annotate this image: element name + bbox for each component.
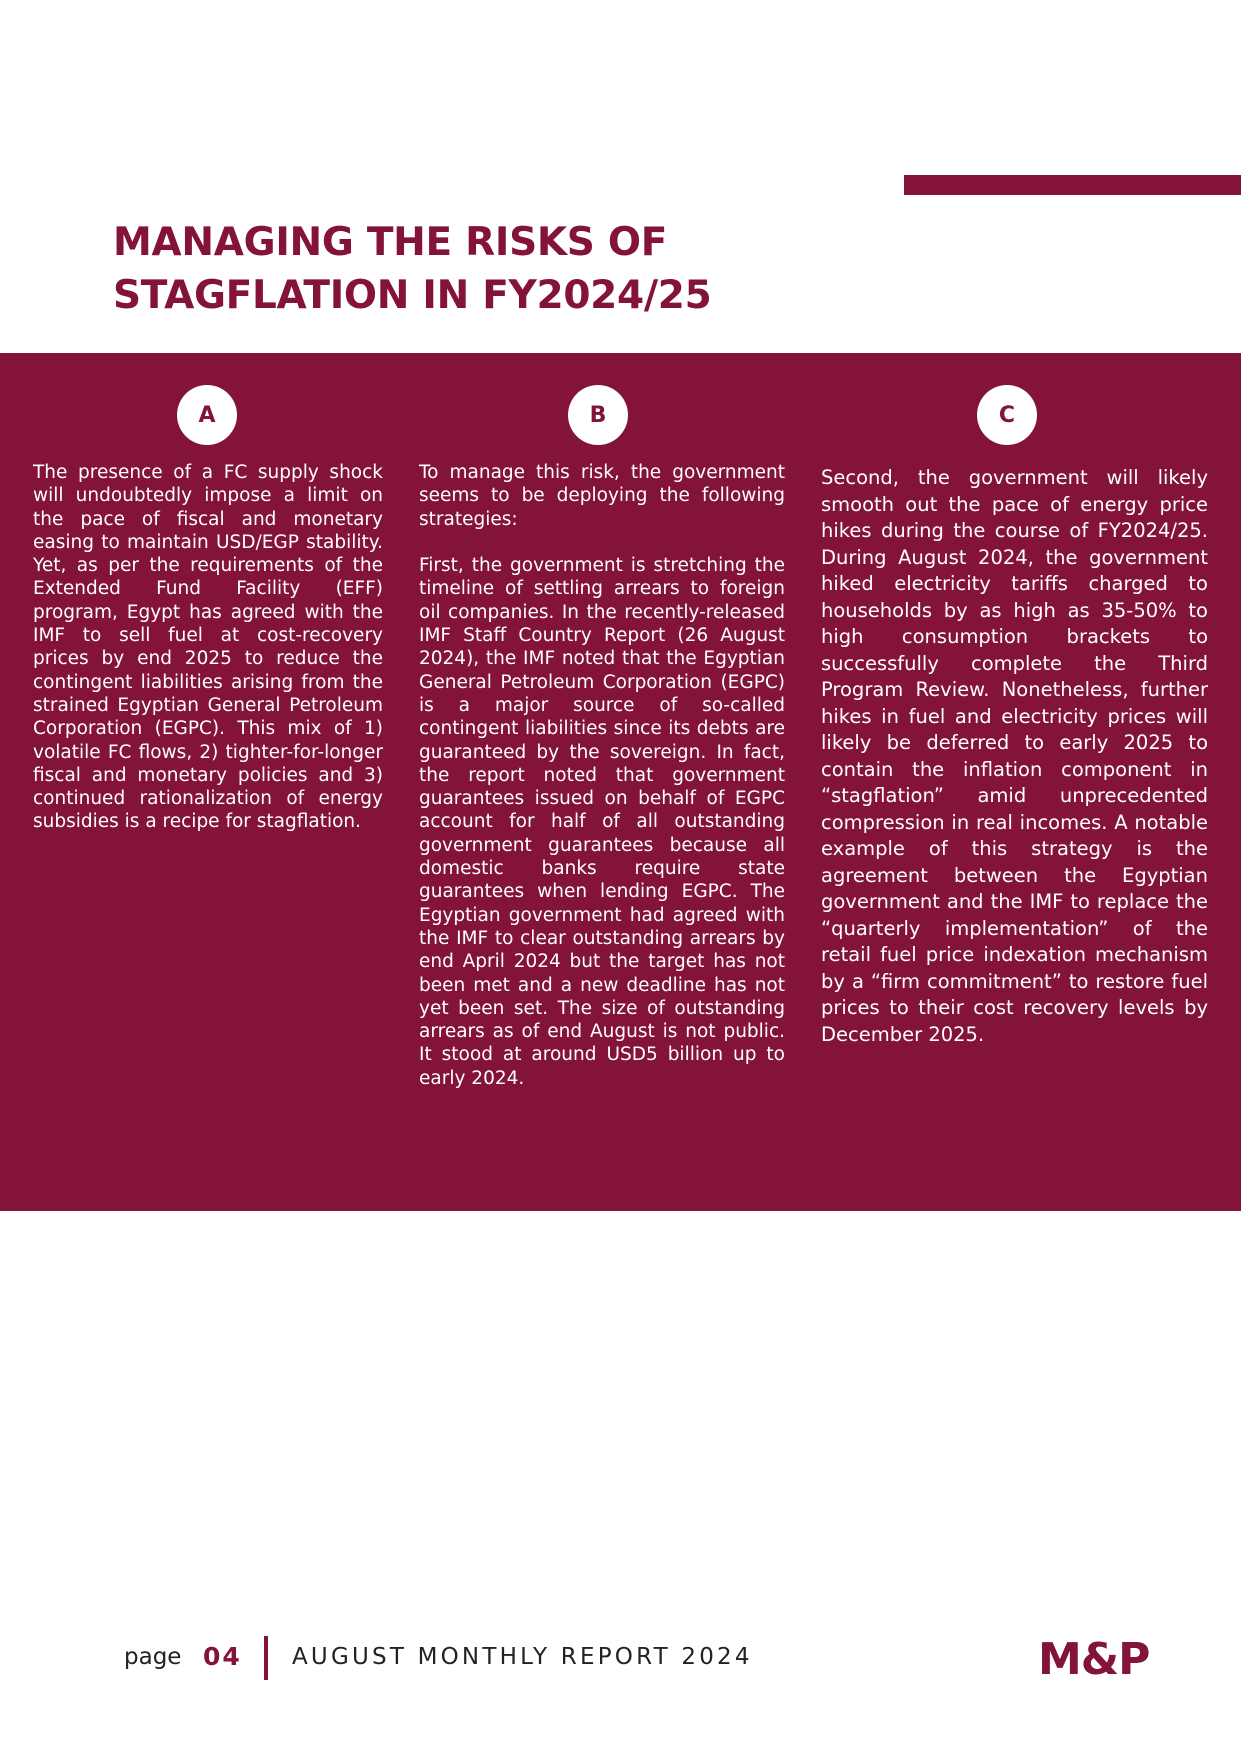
column-b-paragraph-first: First, the government is stretching the timeline of settling arrears to foreign oil companies. In the recently-released IMF Staff Country Report (26 August 2024), the IMF noted that the Egyptian General Petroleum Corporation (EGPC) is a major source of so-called contingent liabilities since its debts are guaranteed by the sovereign. In fact, the report noted that government guarantees issued on behalf of EGPC account for half of all outstanding government guarantees because all domestic banks require state guarantees when lending EGPC. The Egyptian government had agreed with the IMF to clear outstanding arrears by end April 2024 but the target has not been met and a new deadline has not yet been set. The size of outstanding arrears as of end August is not public. It stood at around USD5 billion up to early 2024. bbox=[419, 555, 785, 1089]
column-c-paragraph: Second, the government will likely smooth out the pace of energy price hikes during the course of FY2024/25. During August 2024, the government hiked electricity tariffs charged to households by as high as 35-50% to high consumption brackets to successfully complete the Third Program Review. Nonetheless, further hikes in fuel and electricity prices will likely be deferred to early 2025 to contain the inflation component in “stagflation” amid unprecedented compression in real incomes. A notable example of this strategy is the agreement between the Egyptian government and the IMF to replace the “quarterly implementation” of the retail fuel price indexation mechanism by a “firm commitment” to restore fuel prices to their cost recovery levels by December 2025. bbox=[821, 466, 1208, 1046]
company-logo: M&P bbox=[1038, 1634, 1150, 1685]
page-title-line-1: MANAGING THE RISKS OF bbox=[113, 220, 668, 265]
page-label: page bbox=[124, 1644, 182, 1670]
column-c bbox=[821, 465, 1208, 1048]
footer-divider bbox=[264, 1636, 268, 1680]
page-title-line-2: STAGFLATION IN FY2024/25 bbox=[113, 273, 712, 318]
badge-a: A bbox=[177, 385, 237, 445]
badge-b: B bbox=[568, 385, 628, 445]
column-a bbox=[33, 461, 383, 834]
report-title: AUGUST MONTHLY REPORT 2024 bbox=[292, 1644, 753, 1670]
page-footer bbox=[0, 1630, 1241, 1690]
page-number: 04 bbox=[203, 1642, 242, 1671]
content-band bbox=[0, 353, 1241, 1211]
column-b-paragraph-intro: To manage this risk, the government seems to be deploying the following strategies: bbox=[419, 462, 785, 530]
column-b bbox=[419, 461, 785, 1090]
page-title bbox=[113, 216, 873, 322]
badge-c: C bbox=[977, 385, 1037, 445]
column-a-paragraph: The presence of a FC supply shock will undoubtedly impose a limit on the pace of fiscal and monetary easing to maintain USD/EGP stability. Yet, as per the requirements of the Extended Fund Facility (EFF) program, Egypt has agreed with the IMF to sell fuel at cost-recovery prices by end 2025 to reduce the contingent liabilities arising from the strained Egyptian General Petroleum Corporation (EGPC). This mix of 1) volatile FC flows, 2) tighter-for-longer fiscal and monetary policies and 3) continued rationalization of energy subsidies is a recipe for stagflation. bbox=[33, 462, 383, 833]
top-accent-bar bbox=[904, 175, 1241, 195]
